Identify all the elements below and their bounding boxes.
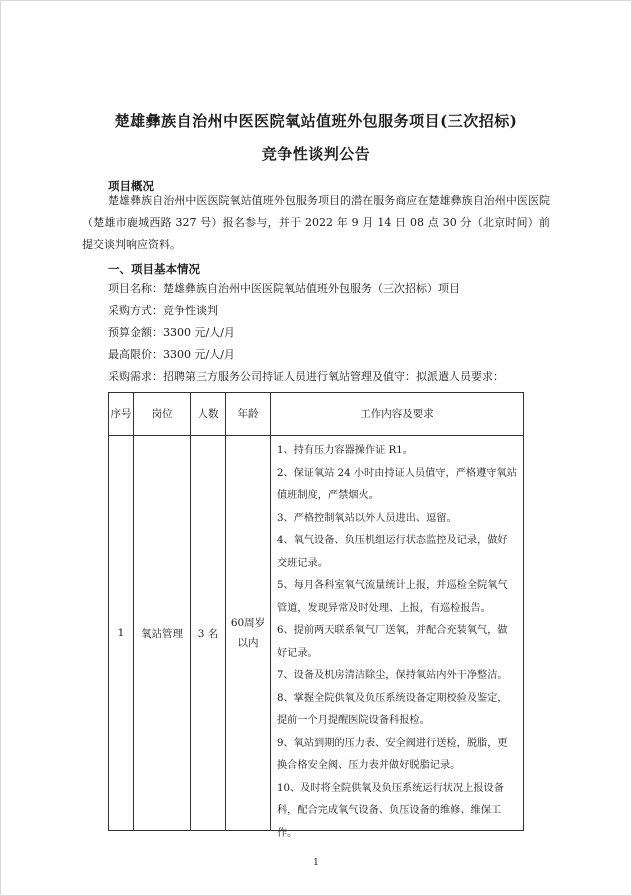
project-name: 项目名称：楚雄彝族自治州中医医院氧站值班外包服务（三次招标）项目 bbox=[108, 282, 460, 295]
duty-item: 10、及时将全院供氧及负压系统运行状况上报设备科，配合完成氧气设备、负压设备的维修、维保工作。 bbox=[277, 782, 504, 839]
header-position: 岗位 bbox=[134, 393, 191, 436]
duty-item: 1、持有压力容器操作证 R1。 bbox=[277, 445, 413, 456]
page-number: 1 bbox=[313, 858, 319, 868]
header-seq: 序号 bbox=[109, 393, 134, 436]
duty-item: 4、氧气设备、负压机组运行状态监控及记录，做好交班记录。 bbox=[277, 535, 508, 569]
duty-item: 5、每月各科室氧气流量统计上报，并巡检全院氧气管道，发现异常及时处理、上报，有巡检报告。 bbox=[277, 580, 508, 614]
duty-item: 8、掌握全院供氧及负压系统设备定期校验及鉴定，提前一个月提醒医院设备科报检。 bbox=[277, 692, 508, 726]
overview-paragraph: 楚雄彝族自治州中医医院氧站值班外包服务项目的潜在服务商应在楚雄彝族自治州中医医院（楚雄市鹿城西路 327 号）报名参与，并于 2022 年 9 月 14 日 08 点 30 分（北京时间）前提交谈判响应资料。 bbox=[82, 194, 550, 251]
duty-item: 6、提前两天联系氧气厂送氧，并配合充装氧气，做好记录。 bbox=[277, 625, 508, 659]
duty-item: 9、氧站到期的压力表、安全阀进行送检，脱脂，更换合格安全阀、压力表并做好脱脂记录。 bbox=[277, 737, 508, 771]
cell-position: 氧站管理 bbox=[134, 436, 191, 831]
header-duties: 工作内容及要求 bbox=[271, 393, 524, 436]
duty-item: 2、保证氧站 24 小时由持证人员值守，严格遵守氧站值班制度，严禁烟火。 bbox=[277, 467, 517, 501]
basic-info-heading: 一、项目基本情况 bbox=[108, 262, 200, 276]
procurement-requirement: 采购需求：招聘第三方服务公司持证人员进行氧站管理及值守：拟派遣人员要求： bbox=[108, 370, 504, 383]
cell-age: 60周岁以内 bbox=[226, 436, 271, 831]
page-title: 楚雄彝族自治州中医医院氧站值班外包服务项目(三次招标) bbox=[114, 112, 518, 130]
procurement-method: 采购方式：竞争性谈判 bbox=[108, 304, 218, 317]
staff-requirement-table bbox=[108, 392, 524, 839]
cell-duties bbox=[271, 436, 524, 839]
budget-amount: 预算金额：3300 元/人/月 bbox=[108, 326, 235, 339]
page-subtitle: 竞争性谈判公告 bbox=[261, 145, 371, 163]
duty-item: 3、严格控制氧站以外人员进出、逗留。 bbox=[277, 512, 457, 524]
cell-seq: 1 bbox=[109, 436, 134, 831]
header-age: 年龄 bbox=[226, 393, 271, 436]
overview-heading: 项目概况 bbox=[108, 179, 154, 193]
table-row bbox=[109, 436, 524, 831]
max-price: 最高限价：3300 元/人/月 bbox=[108, 348, 235, 361]
table-header-row bbox=[109, 393, 524, 436]
header-count: 人数 bbox=[191, 393, 226, 436]
cell-count: 3 名 bbox=[191, 436, 226, 831]
duty-item: 7、设备及机房清洁除尘，保持氧站内外干净整洁。 bbox=[277, 670, 508, 681]
